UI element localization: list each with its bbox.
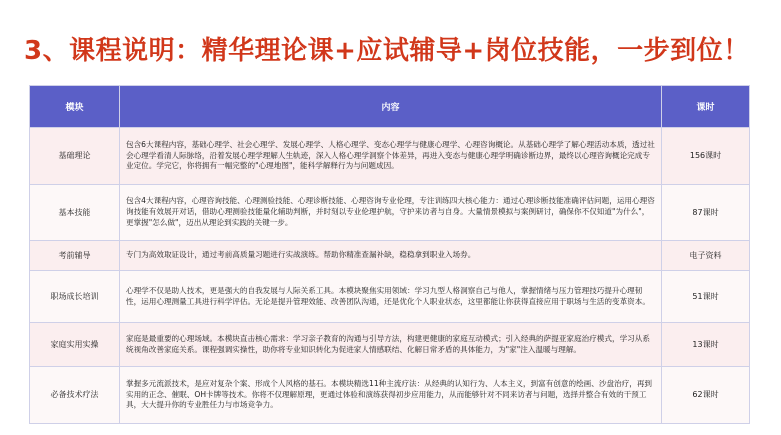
header-hours: 课时 xyxy=(662,86,750,128)
course-table-container xyxy=(29,85,749,425)
content-cell: 心理学不仅是助人技术，更是强大的自我发展与人际关系工具。本模块聚焦实用领域：学习九型人格洞察自己与他人，掌握情绪与压力管理技巧提升心理韧性，运用心理测量工具进行科学评估。无论是提升管理效能、改善团队沟通，还是优化个人职业状态，这里都能让你获得直接应用于职场与生活的变革资本。 xyxy=(120,271,662,323)
header-module: 模块 xyxy=(30,86,120,128)
table-row xyxy=(30,271,750,323)
page-title: 3、课程说明：精华理论课+应试辅导+岗位技能，一步到位！ xyxy=(24,36,750,66)
hours-cell: 87课时 xyxy=(662,185,750,241)
module-cell: 必备技术疗法 xyxy=(30,367,120,424)
module-cell: 基础理论 xyxy=(30,128,120,185)
content-cell: 家庭是最重要的心理场域。本模块直击核心需求：学习亲子教育的沟通与引导方法，构建更健康的家庭互动模式；引入经典的萨提亚家庭治疗模式，学习从系统视角改善家庭关系。课程强调实操性，助你将专业知识转化为促进家人情感联结、化解日常矛盾的具体能力，为"家"注入温暖与理解。 xyxy=(120,323,662,367)
table-row xyxy=(30,185,750,241)
table-row xyxy=(30,323,750,367)
module-cell: 职场成长培训 xyxy=(30,271,120,323)
hours-cell: 51课时 xyxy=(662,271,750,323)
module-cell: 家庭实用实操 xyxy=(30,323,120,367)
hours-cell: 62课时 xyxy=(662,367,750,424)
hours-cell: 156课时 xyxy=(662,128,750,185)
hours-cell: 电子资料 xyxy=(662,241,750,271)
content-cell: 掌握多元流派技术，是应对复杂个案、形成个人风格的基石。本模块精选11种主流疗法：从经典的认知行为、人本主义，到富有创意的绘画、沙盘治疗，再到实用的正念、催眠、OH卡牌等技术。你将不仅理解原理，更通过体验和演练获得初步应用能力，从而能够针对不同来访者与问题，选择并整合有效的干预工具，大大提升你的专业胜任力与市场竞争力。 xyxy=(120,367,662,424)
course-table xyxy=(29,85,750,424)
content-cell: 包含4大课程内容，心理咨询技能、心理测验技能、心理诊断技能、心理咨询专业伦理，专注训练四大核心能力：通过心理诊断技能准确评估问题，运用心理咨询技能有效展开对话，借助心理测验技能量化辅助判断，并时刻以专业伦理护航，守护来访者与自身。大量情景模拟与案例研讨，确保你不仅知道"为什么"，更掌握"怎么做"，迈出从理论到实践的关键一步。 xyxy=(120,185,662,241)
module-cell: 考前辅导 xyxy=(30,241,120,271)
module-cell: 基本技能 xyxy=(30,185,120,241)
header-content: 内容 xyxy=(120,86,662,128)
table-row xyxy=(30,367,750,424)
table-row xyxy=(30,241,750,271)
table-row xyxy=(30,128,750,185)
table-header-row xyxy=(30,86,750,128)
content-cell: 包含6大课程内容，基础心理学、社会心理学、发展心理学、人格心理学、变态心理学与健康心理学、心理咨询概论。从基础心理学了解心理活动本质，透过社会心理学看清人际脉络，沿着发展心理学理解人生轨迹，深入人格心理学洞察个体差异，再进入变态与健康心理学明确诊断边界，最终以心理咨询概论完成专业定位。学完它，你将拥有一幅完整的"心理地图"，能科学解释行为与问题成因。 xyxy=(120,128,662,185)
content-cell: 专门为高效取证设计，通过考前高质量习题进行实战演练。帮助你精准查漏补缺，稳稳拿到职业入场券。 xyxy=(120,241,662,271)
hours-cell: 13课时 xyxy=(662,323,750,367)
